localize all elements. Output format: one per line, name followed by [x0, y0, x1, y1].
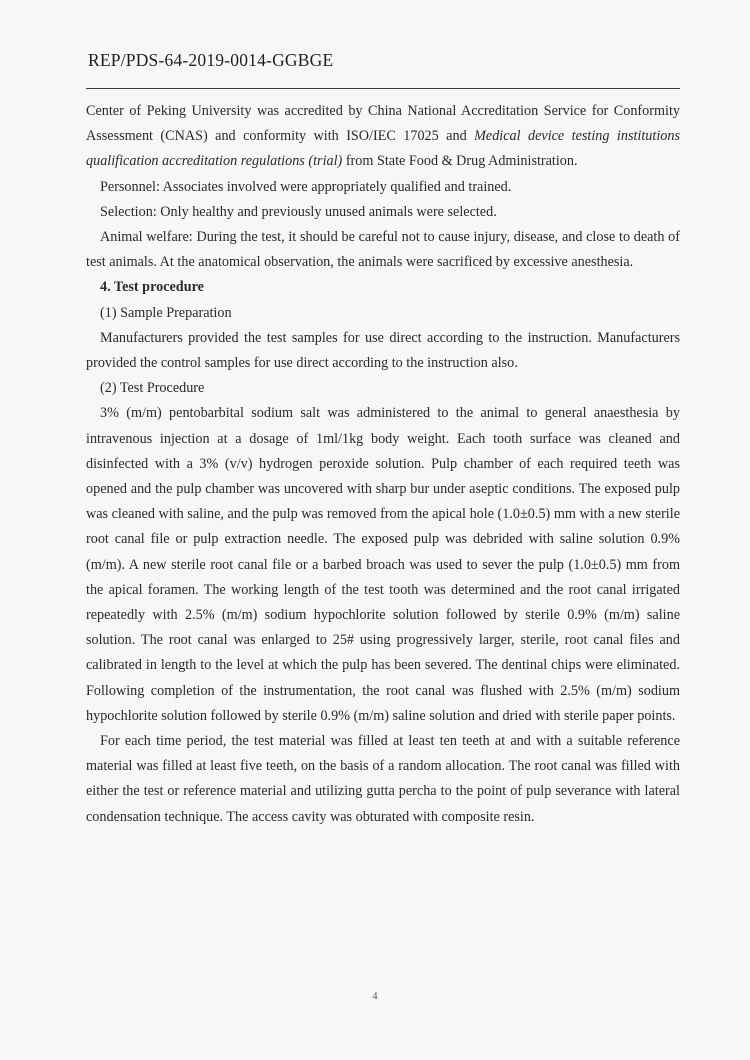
personnel-paragraph: Personnel: Associates involved were appropriately qualified and trained.	[100, 178, 512, 195]
document-body	[86, 99, 680, 830]
document-id-header: REP/PDS-64-2019-0014-GGBGE	[88, 50, 334, 70]
sample-preparation-paragraph: Manufacturers provided the test samples for use direct according to the instruction. Manufacturers provided the control samples for use direct according to the instruction also.	[86, 329, 680, 372]
accreditation-text-before: Center of Peking University was accredited by China National Accreditation Service for Conformity Assessment (CNAS) and conformity with ISO/IEC 17025 and	[86, 103, 680, 145]
subsection-sample-preparation-title: (1) Sample Preparation	[100, 304, 232, 321]
test-procedure-paragraph: 3% (m/m) pentobarbital sodium salt was administered to the animal to general anaesthesia by intravenous injection at a dosage of 1ml/1kg body weight. Each tooth surface was cleaned and disinfected with a 3% (v/v) hydrogen peroxide solution. Pulp chamber of each required teeth was opened and the pulp chamber was uncovered with sharp bur under aseptic conditions. The exposed pulp was cleaned with saline, and the pulp was removed from the apical hole (1.0±0.5) mm with a new sterile root canal file or pulp extraction needle. The exposed pulp was debrided with saline solution 0.9% (m/m). A new sterile root canal file or a barbed broach was used to sever the pulp (1.0±0.5) mm from the apical foramen. The working length of the test tooth was determined and the root canal irrigated repeatedly with 2.5% (m/m) sodium hypochlorite solution followed by sterile 0.9% (m/m) saline solution. The root canal was enlarged to 25# using progressively larger, sterile, root canal files and calibrated in length to the level at which the pulp has been severed. The dentinal chips were eliminated. Following completion of the instrumentation, the root canal was flushed with 2.5% (m/m) sodium hypochlorite solution followed by sterile 0.9% (m/m) saline solution and dried with sterile paper points.	[86, 405, 680, 724]
accreditation-text-after: from State Food & Drug Administration.	[342, 153, 578, 170]
accreditation-paragraph	[86, 99, 680, 175]
animal-welfare-paragraph: Animal welfare: During the test, it should be careful not to cause injury, disease, and close to death of test animals. At the anatomical observation, the animals were sacrificed by excessive anesthesia.	[86, 229, 680, 271]
header-rule	[86, 88, 680, 89]
time-period-paragraph: For each time period, the test material was filled at least ten teeth at and with a suitable reference material was filled at least five teeth, on the basis of a random allocation. The root canal was filled with either the test or reference material and utilizing gutta percha to the point of pulp severance with lateral condensation technique. The access cavity was obturated with composite resin.	[86, 733, 680, 825]
section-heading: 4. Test procedure	[100, 279, 204, 296]
page-number: 4	[372, 991, 378, 1002]
regulation-title: Medical device testing institutions qualification accreditation regulations (trial)	[86, 128, 680, 170]
selection-paragraph: Selection: Only healthy and previously unused animals were selected.	[100, 203, 497, 220]
subsection-test-procedure-title: (2) Test Procedure	[100, 380, 205, 397]
